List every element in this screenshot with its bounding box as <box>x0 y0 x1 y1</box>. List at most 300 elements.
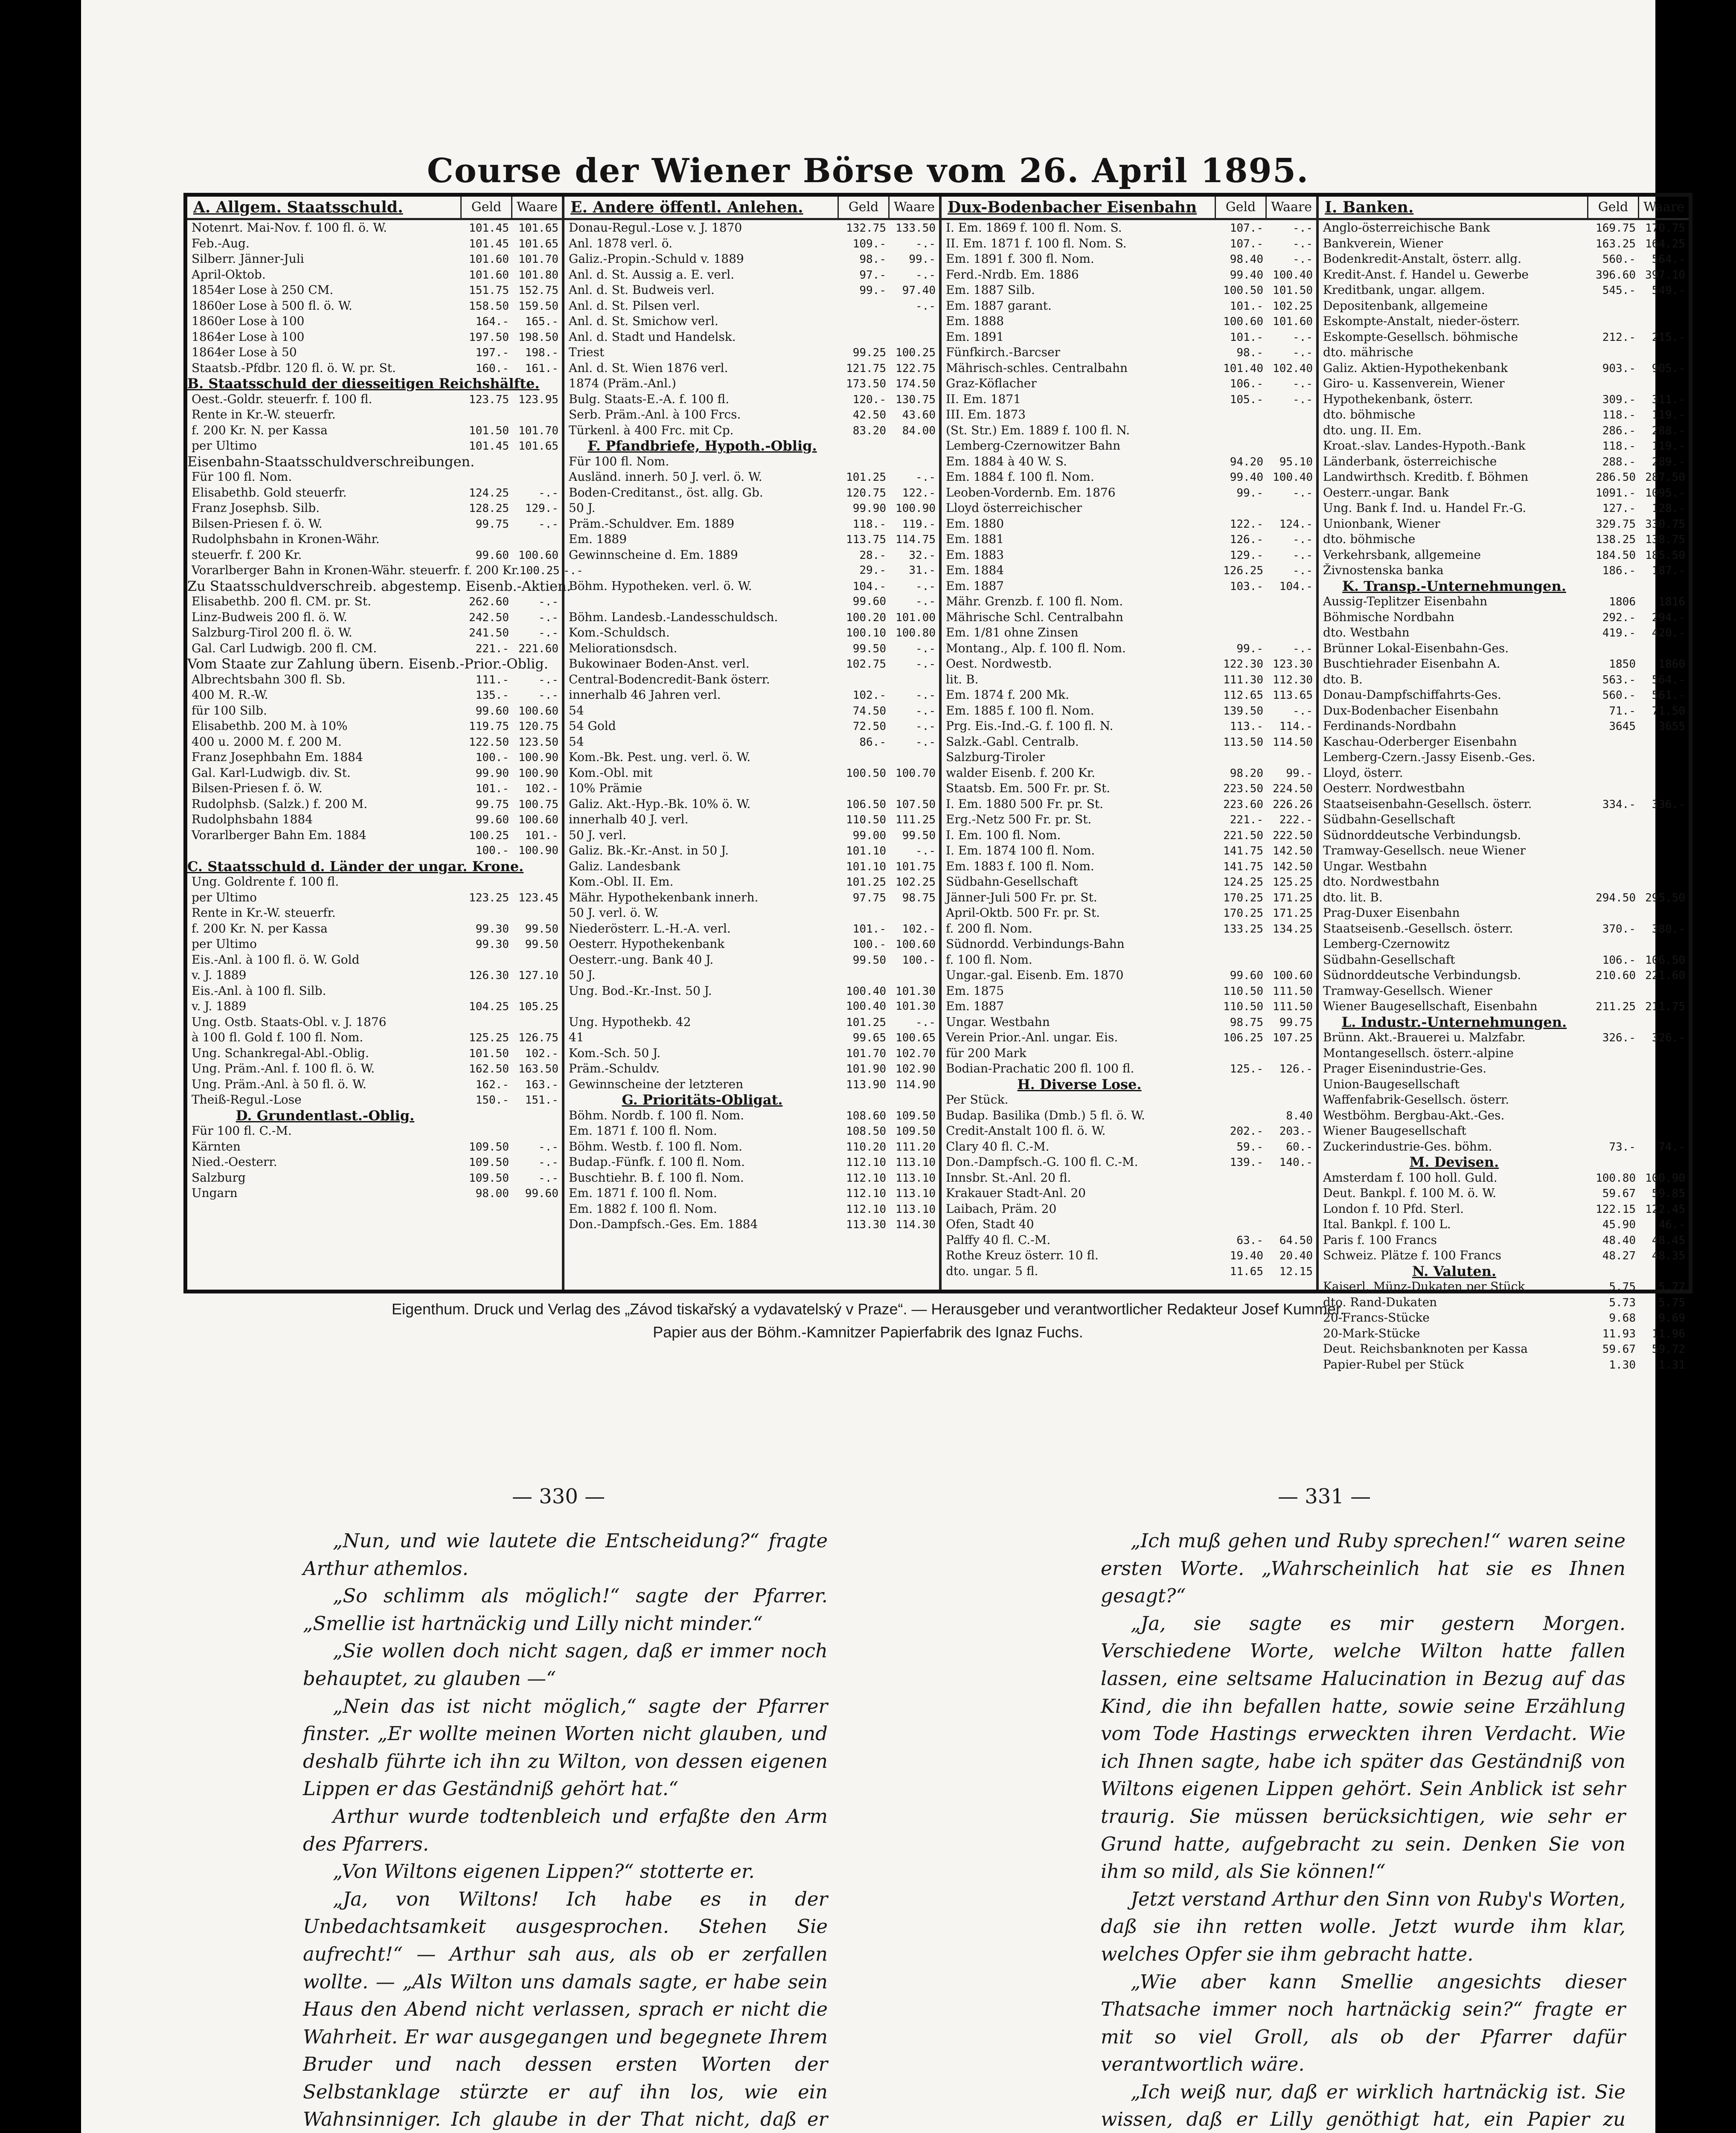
security-name: Lemberg-Czernowitzer Bahn <box>946 439 1121 453</box>
security-name: Bankverein, Wiener <box>1323 236 1443 250</box>
geld-value: 396.60 <box>1596 268 1636 282</box>
security-name: Galiz. Landesbank <box>569 859 680 873</box>
waare-value: 100.40 <box>1273 471 1313 484</box>
quote-row <box>942 999 1316 1014</box>
geld-value: 100.40 <box>846 985 886 998</box>
quote-row <box>942 1123 1316 1139</box>
waare-value: 101.50 <box>1273 284 1313 297</box>
security-name: Em. 1880 <box>946 516 1004 531</box>
geld-value: 370.- <box>1602 922 1636 936</box>
security-name: Serb. Präm.-Anl. à 100 Frcs. <box>569 407 741 421</box>
geld-value: 119.75 <box>469 720 509 733</box>
waare-value: 9.69 <box>1658 1312 1685 1325</box>
geld-value: 71.- <box>1609 704 1636 718</box>
geld-value: 108.60 <box>846 1109 886 1122</box>
quote-row <box>564 485 939 501</box>
waare-value: 142.50 <box>1273 860 1313 873</box>
waare-value: 198.50 <box>518 331 558 344</box>
quote-row <box>1319 1170 1689 1186</box>
security-name: Kom.-Sch. 50 J. <box>569 1046 661 1060</box>
geld-value: 99.50 <box>852 953 886 967</box>
waare-value: 287.50 <box>1645 471 1685 484</box>
quote-row <box>942 968 1316 983</box>
quote-row <box>1319 1201 1689 1217</box>
security-name: Ferd.-Nrdb. Em. 1886 <box>946 267 1079 282</box>
geld-value: 112.10 <box>846 1203 886 1216</box>
waare-value: -.- <box>538 611 558 624</box>
geld-value: 1850 <box>1609 658 1636 671</box>
quote-row <box>564 734 939 750</box>
quote-row <box>187 485 562 501</box>
waare-value: 311.- <box>1652 393 1685 406</box>
geld-value: 101.90 <box>846 1063 886 1075</box>
security-name: dto. ung. II. Em. <box>1323 423 1422 437</box>
quote-row <box>187 1061 562 1077</box>
quote-row <box>187 314 562 329</box>
security-name: Präm.-Schuldv. <box>569 1061 660 1075</box>
waare-value: 100.65 <box>896 1032 936 1044</box>
security-name: Em. 1871 f. 100 fl. Nom. <box>569 1186 717 1200</box>
security-name: Em. 1882 f. 100 fl. Nom. <box>569 1201 717 1216</box>
quote-row <box>942 469 1316 485</box>
section-heading: Dux-Bodenbacher Eisenbahn <box>948 198 1197 216</box>
waare-value: 165.- <box>525 315 558 328</box>
security-name: Per Stück. <box>946 1093 1009 1107</box>
security-name: Erg.-Netz 500 Fr. pr. St. <box>946 812 1092 826</box>
geld-value: 113.90 <box>846 1078 886 1091</box>
security-name: für 100 Silb. <box>192 703 267 718</box>
waare-value: 109.50 <box>896 1109 936 1122</box>
quote-row <box>942 298 1316 314</box>
waare-value: -.- <box>916 1016 936 1029</box>
security-name: Ausländ. innerh. 50 J. verl. ö. W. <box>569 470 762 484</box>
quote-row <box>942 563 1316 578</box>
waare-value: 100.- <box>902 953 936 967</box>
quote-row <box>564 1046 939 1061</box>
section-heading-row <box>1319 1014 1689 1030</box>
security-name: Salzburg-Tirol 200 fl. ö. W. <box>192 625 352 639</box>
security-name: Em. 1887 <box>946 578 1004 593</box>
section-heading-row <box>1319 1264 1689 1279</box>
security-name: Em. 1891 f. 300 fl. Nom. <box>946 252 1094 266</box>
quote-row <box>1319 392 1689 407</box>
geld-value: 126.30 <box>469 969 509 982</box>
waare-value: -.- <box>1293 486 1313 500</box>
security-name: Südbahn-Gesellschaft <box>946 875 1078 889</box>
geld-value: 122.50 <box>469 735 509 749</box>
quote-row <box>187 625 562 641</box>
security-name: I. Em. 1874 100 fl. Nom. <box>946 843 1095 857</box>
security-name: Salzk.-Gabl. Centralb. <box>946 734 1079 749</box>
waare-value: 138.75 <box>1645 533 1685 546</box>
quote-row <box>1319 345 1689 360</box>
geld-value: 221.- <box>475 642 509 655</box>
waare-value: 113.10 <box>896 1187 936 1200</box>
security-name: Amsterdam f. 100 holl. Guld. <box>1323 1170 1498 1185</box>
geld-value: 29.- <box>859 564 886 577</box>
quote-row <box>942 718 1316 734</box>
waare-value: -.- <box>916 704 936 718</box>
waare-value: -.- <box>916 580 936 593</box>
security-name: 20-Francs-Stücke <box>1323 1311 1430 1325</box>
quote-row <box>942 1201 1316 1217</box>
security-name: Donau-Regul.-Lose v. J. 1870 <box>569 221 742 235</box>
security-name: N. Valuten. <box>1412 1263 1497 1279</box>
geld-value: 111.30 <box>1223 673 1263 686</box>
security-name: Deut. Reichsbanknoten per Kassa <box>1323 1342 1528 1356</box>
geld-value: 101.45 <box>469 237 509 250</box>
quote-row <box>564 890 939 906</box>
quote-row <box>564 1186 939 1201</box>
quote-row <box>564 905 939 921</box>
quote-row <box>187 1014 562 1030</box>
quote-row <box>1319 329 1689 345</box>
security-name: Mährisch-schles. Centralbahn <box>946 360 1128 375</box>
quote-row <box>187 952 562 968</box>
security-name: Tramway-Gesellsch. neue Wiener <box>1323 843 1526 857</box>
waare-value: -.- <box>916 735 936 749</box>
waare-value: 100.90 <box>518 767 558 780</box>
quote-row <box>942 1217 1316 1232</box>
security-name: Kärnten <box>192 1139 241 1154</box>
story-paragraph: „Ich weiß nur, daß er wirklich hartnäckig ist. Sie wissen, daß er Lilly genöthigt hat, ein Papier zu <box>1101 2080 1626 2131</box>
geld-value: 101.25 <box>846 876 886 889</box>
security-name: Ung. Goldrente f. 100 fl. <box>192 875 339 889</box>
security-name: Für 100 fl. C.-M. <box>192 1124 292 1138</box>
security-name: Kom.-Schuldsch. <box>569 625 670 639</box>
waare-value: 99.- <box>1286 767 1313 780</box>
security-name: Landwirthsch. Kreditb. f. Böhmen <box>1323 470 1529 484</box>
waare-value: 5.75 <box>1658 1296 1685 1309</box>
security-name: Anl. d. St. Wien 1876 verl. <box>569 360 728 375</box>
security-name: per Ultimo <box>192 439 257 453</box>
quote-row <box>942 890 1316 906</box>
geld-value: 113.30 <box>846 1218 886 1231</box>
security-name: Vorarlberger Bahn Em. 1884 <box>192 828 366 842</box>
waare-value: 114.50 <box>1273 735 1313 749</box>
security-name: Ung. Bank f. Ind. u. Handel Fr.-G. <box>1323 501 1527 515</box>
waare-value: 123.45 <box>518 891 558 904</box>
security-name: Kom.-Obl. mit <box>569 765 653 780</box>
section-heading-row <box>187 859 562 875</box>
security-name: 54 Gold <box>569 719 616 733</box>
quote-row <box>942 1046 1316 1061</box>
security-name: Don.-Dampfsch.-Ges. Em. 1884 <box>569 1217 758 1231</box>
security-name: Vom Staate zur Zahlung übern. Eisenb.-Prior.-Oblig. <box>187 656 549 672</box>
security-name: Albrechtsbahn 300 fl. Sb. <box>192 672 346 686</box>
quote-row <box>1319 220 1689 236</box>
quote-row <box>187 392 562 407</box>
quote-row <box>1319 1061 1689 1077</box>
geld-value: 99.40 <box>1230 268 1263 282</box>
story-paragraph: „Sie wollen doch nicht sagen, daß er immer noch behauptet, zu glauben —“ <box>303 1639 828 1690</box>
quote-row <box>564 968 939 983</box>
geld-value: 123.75 <box>469 393 509 406</box>
geld-value: 83.20 <box>852 424 886 437</box>
geld-value: 99.65 <box>852 1032 886 1044</box>
geld-value: 113.75 <box>846 533 886 546</box>
geld-value: 100.10 <box>846 627 886 639</box>
waare-value: 84.00 <box>902 424 936 437</box>
security-name: Em. 1887 <box>946 999 1004 1013</box>
security-name: Theiß-Regul.-Lose <box>192 1093 302 1107</box>
geld-value: 212.- <box>1602 331 1636 344</box>
quote-row <box>564 1077 939 1093</box>
quote-row <box>1319 1248 1689 1264</box>
security-name: Bulg. Staats-E.-A. f. 100 fl. <box>569 392 730 406</box>
quote-row <box>1319 625 1689 641</box>
quote-row <box>187 267 562 283</box>
quote-row <box>564 516 939 532</box>
geld-value: 133.25 <box>1223 922 1263 936</box>
section-heading-row <box>564 1092 939 1108</box>
waare-value: 99.60 <box>525 1187 558 1200</box>
security-name: Buschtiehrader Eisenbahn A. <box>1323 657 1500 671</box>
security-name: 1864er Lose à 50 <box>192 345 297 359</box>
geld-value: 560.- <box>1602 689 1636 702</box>
geld-value: 99.75 <box>475 798 509 811</box>
security-name: Südnorddeutsche Verbindungsb. <box>1323 828 1521 842</box>
security-name: Montangesellsch. österr.-alpine <box>1323 1046 1514 1060</box>
geld-value: 99.30 <box>475 938 509 951</box>
quote-row <box>942 516 1316 532</box>
quote-row <box>942 407 1316 423</box>
page-number-left: — 330 — <box>512 1485 605 1508</box>
quote-row <box>1319 251 1689 267</box>
geld-value: 242.50 <box>469 611 509 624</box>
geld-value: 163.25 <box>1596 237 1636 250</box>
quote-row <box>187 1077 562 1093</box>
geld-value: 120.- <box>852 393 886 406</box>
quote-row <box>564 1123 939 1139</box>
section-heading-row <box>564 438 939 454</box>
geld-value: 59.67 <box>1602 1343 1636 1356</box>
waare-value: 60.- <box>1286 1140 1313 1154</box>
geld-value: 48.27 <box>1602 1250 1636 1262</box>
security-name: Aussig-Teplitzer Eisenbahn <box>1323 594 1488 608</box>
security-name: Oesterr. Nordwestbahn <box>1323 781 1465 795</box>
waare-value: 111.20 <box>896 1140 936 1154</box>
waare-value: 122.75 <box>896 362 936 375</box>
stock-column <box>564 197 942 1290</box>
waare-value: 330.75 <box>1645 517 1685 531</box>
waare-value: 99.75 <box>1279 1016 1313 1029</box>
geld-value: 11.93 <box>1602 1327 1636 1340</box>
security-name: 10% Prämie <box>569 781 643 795</box>
security-name: Anl. d. St. Budweis verl. <box>569 283 715 297</box>
waare-value: 74.- <box>1658 1140 1685 1154</box>
security-name: Verkehrsbank, allgemeine <box>1323 547 1481 562</box>
waare-value: -.- <box>916 299 936 313</box>
waare-value: 101.30 <box>896 1000 936 1013</box>
security-name: Ung. Schankregal-Abl.-Oblig. <box>192 1046 369 1060</box>
waare-value: 122.- <box>902 486 936 500</box>
waare-value: 111.50 <box>1273 1000 1313 1013</box>
quote-row <box>187 360 562 376</box>
security-name: dto. Nordwestbahn <box>1323 875 1439 889</box>
geld-value: 99.- <box>1236 642 1263 655</box>
geld-value: 309.- <box>1602 393 1636 406</box>
security-name: Em. 1885 f. 100 fl. Nom. <box>946 703 1094 718</box>
security-name: Em. 1881 <box>946 532 1004 546</box>
geld-value: 99.00 <box>852 829 886 842</box>
security-name: Em. 1875 <box>946 983 1004 998</box>
waare-value: 114.75 <box>896 533 936 546</box>
geld-value: 158.50 <box>469 299 509 313</box>
geld-value: 101.- <box>475 782 509 795</box>
quote-row <box>564 765 939 781</box>
geld-value: 99.- <box>859 284 886 297</box>
waare-value: 170.75 <box>1645 222 1685 235</box>
security-name: M. Devisen. <box>1409 1154 1499 1170</box>
waare-value: 97.40 <box>902 284 936 297</box>
quote-row <box>942 1186 1316 1201</box>
security-name: Kredit-Anst. f. Handel u. Gewerbe <box>1323 267 1529 282</box>
quote-row <box>187 656 562 672</box>
geld-value: 100.50 <box>1223 284 1263 297</box>
geld-value: 100.25 <box>519 564 560 577</box>
security-name: Jänner-Juli 500 Fr. pr. St. <box>946 890 1097 904</box>
section-heading: A. Allgem. Staatsschuld. <box>193 198 403 216</box>
waare-value: 101.65 <box>518 237 558 250</box>
waare-value: 59.72 <box>1652 1343 1685 1356</box>
security-name: Ung. Bod.-Kr.-Inst. 50 J. <box>569 983 712 998</box>
waare-value: -.- <box>1293 642 1313 655</box>
quote-row <box>1319 1341 1689 1357</box>
security-name: 50 J. <box>569 968 596 982</box>
quote-row <box>564 251 939 267</box>
quote-row <box>564 781 939 796</box>
security-name: I. Em. 1880 500 Fr. pr. St. <box>946 796 1104 811</box>
waare-value: 134.25 <box>1273 922 1313 936</box>
waare-value: 20.40 <box>1279 1250 1313 1262</box>
waare-value: 113.10 <box>896 1156 936 1169</box>
waare-value: 100.60 <box>518 704 558 718</box>
waare-value: -.- <box>538 486 558 500</box>
quote-row <box>564 500 939 516</box>
quote-row <box>187 407 562 423</box>
geld-value: 97.- <box>859 268 886 282</box>
security-name: Mähr. Hypothekenbank innerh. <box>569 890 759 904</box>
security-name: Salzburg-Tiroler <box>946 750 1045 764</box>
security-name: Ungarn <box>192 1186 238 1200</box>
quote-row <box>942 454 1316 470</box>
waare-value: 221.60 <box>1645 969 1685 982</box>
quote-row <box>564 1217 939 1232</box>
security-name: Mähr. Grenzb. f. 100 fl. Nom. <box>946 594 1123 608</box>
security-name: Em. 1884 f. 100 fl. Nom. <box>946 470 1094 484</box>
quote-row <box>942 532 1316 547</box>
quote-row <box>564 921 939 937</box>
geld-value: 42.50 <box>852 409 886 421</box>
quote-row <box>187 500 562 516</box>
waare-value: -.- <box>916 268 936 282</box>
geld-value: 99.60 <box>475 549 509 562</box>
waare-value: 8.40 <box>1286 1109 1313 1122</box>
geld-value: 162.50 <box>469 1063 509 1075</box>
geld-value: 3645 <box>1609 720 1636 733</box>
geld-value: 121.75 <box>846 362 886 375</box>
security-name: Zuckerindustrie-Ges. böhm. <box>1323 1139 1492 1154</box>
geld-value: 1091.- <box>1596 486 1636 500</box>
quote-row <box>942 423 1316 439</box>
quote-row <box>564 1030 939 1046</box>
quote-row <box>564 1170 939 1186</box>
security-name: Galiz. Bk.-Kr.-Anst. in 50 J. <box>569 843 729 857</box>
security-name: Montang., Alp. f. 100 fl. Nom. <box>946 641 1126 655</box>
waare-value: 129.- <box>525 502 558 515</box>
waare-value: -.- <box>1293 704 1313 718</box>
waare-value: 100.60 <box>518 814 558 826</box>
waare-value: -.- <box>1293 222 1313 235</box>
security-name: Ungar.-gal. Eisenb. Em. 1870 <box>946 968 1124 982</box>
geld-value: 97.75 <box>852 891 886 904</box>
waare-value: 102.90 <box>896 1063 936 1075</box>
security-name: Em. 1883 <box>946 547 1004 562</box>
geld-value: 104.- <box>852 580 886 593</box>
waare-value: 98.75 <box>902 891 936 904</box>
waare-value: 123.50 <box>518 735 558 749</box>
security-name: Lloyd österreichischer <box>946 501 1082 515</box>
geld-value: 105.- <box>1230 393 1263 406</box>
section-heading-row <box>187 376 562 392</box>
quote-row <box>1319 890 1689 906</box>
waare-value: 564.- <box>1652 253 1685 266</box>
waare-value: 101.70 <box>518 424 558 437</box>
waare-value: 95.10 <box>1279 455 1313 468</box>
waare-header: Waare <box>888 197 939 218</box>
waare-value: -.- <box>1293 393 1313 406</box>
quote-row <box>1319 641 1689 657</box>
security-name: lit. B. <box>946 672 979 686</box>
geld-value: 110.50 <box>1223 1000 1263 1013</box>
quote-row <box>942 952 1316 968</box>
quote-row <box>564 750 939 765</box>
quote-row <box>942 687 1316 703</box>
waare-value: 159.50 <box>518 299 558 313</box>
security-name: Ital. Bankpl. f. 100 L. <box>1323 1217 1451 1231</box>
quote-row <box>1319 423 1689 439</box>
geld-value: 100.- <box>475 751 509 764</box>
stock-column <box>1319 197 1689 1372</box>
waare-value: 126.- <box>1279 1063 1313 1075</box>
quote-row <box>942 983 1316 999</box>
security-name: Dux-Bodenbacher Eisenbahn <box>1323 703 1499 718</box>
quote-row <box>1319 282 1689 298</box>
security-name: K. Transp.-Unternehmungen. <box>1342 578 1566 594</box>
quote-row <box>1319 1232 1689 1248</box>
quote-row <box>564 1014 939 1030</box>
quote-row <box>564 547 939 563</box>
quote-row <box>564 843 939 859</box>
waare-value: 1816 <box>1658 596 1685 608</box>
security-name: Anl. d. St. Aussig a. E. verl. <box>569 267 735 282</box>
quote-row <box>187 672 562 688</box>
waare-value: 113.65 <box>1273 689 1313 702</box>
waare-value: 564.- <box>1652 673 1685 686</box>
security-name: dto. böhmische <box>1323 407 1416 421</box>
waare-value: 71.50 <box>1652 704 1685 718</box>
geld-value: 108.50 <box>846 1125 886 1138</box>
quote-row <box>1319 516 1689 532</box>
scan-border-left <box>0 0 81 2133</box>
geld-value: 128.25 <box>469 502 509 515</box>
quote-row <box>564 376 939 392</box>
waare-value: 102.25 <box>1273 299 1313 313</box>
geld-value: 109.- <box>852 237 886 250</box>
geld-value: 99.60 <box>475 704 509 718</box>
quote-row <box>1319 999 1689 1014</box>
